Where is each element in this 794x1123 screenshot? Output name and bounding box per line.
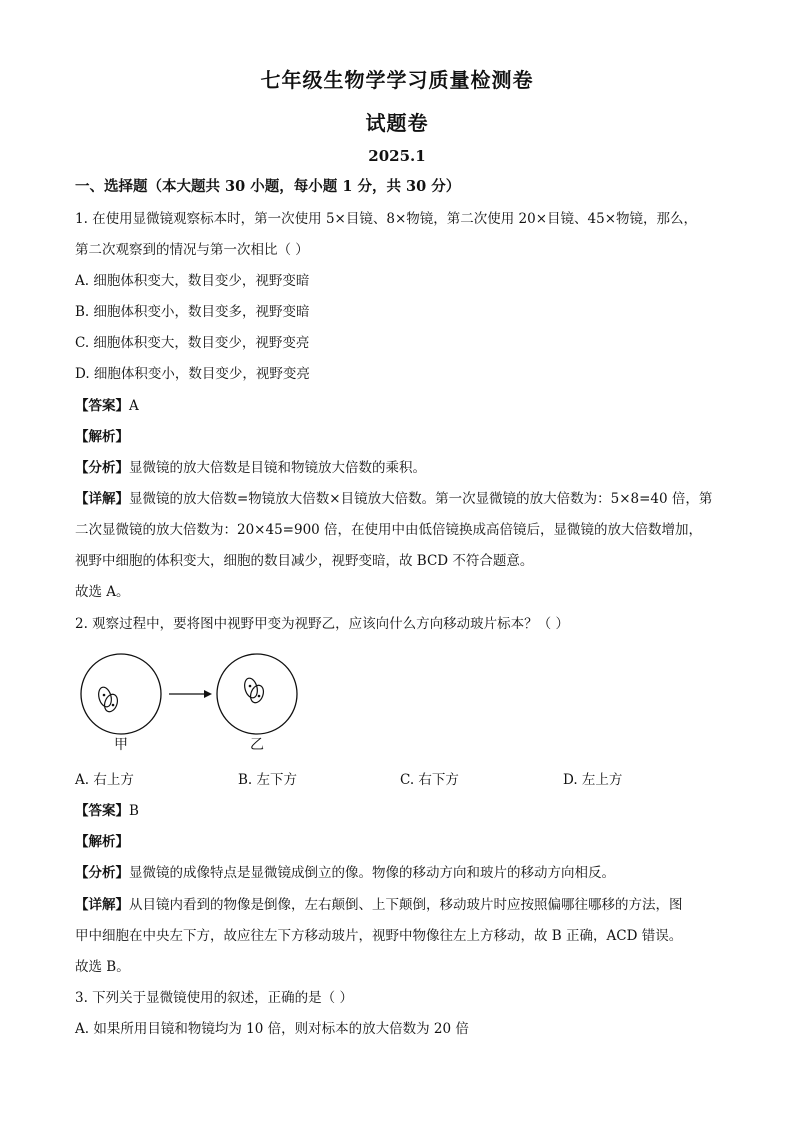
q1-fenxi [75,458,426,478]
field-yi-label: 乙 [250,737,264,753]
q1-answer [75,396,139,416]
q1-option-b: B. 细胞体积变小，数目变多，视野变暗 [75,304,310,320]
section-heading: 一、选择题（本大题共 30 小题，每小题 1 分，共 30 分） [75,178,461,195]
q2-option-a: A. 右上方 [75,772,134,788]
fenxi-tag: 【分析】 [75,460,129,476]
q2-option-d: D. 左上方 [563,772,623,788]
q2-answer [75,801,139,821]
q2-option-c: C. 右下方 [400,772,459,788]
q1-xiangjie-line3: 视野中细胞的体积变大，细胞的数目减少，视野变暗，故 BCD 不符合题意。 [75,553,534,569]
cell-yi [243,677,266,705]
fenxi-text: 显微镜的成像特点是显微镜成倒立的像。物像的移动方向和玻片的移动方向相反。 [129,865,615,881]
exam-date: 2025.1 [368,147,426,165]
microscope-field-figure [80,650,320,760]
q1-analysis [75,427,129,447]
q2-option-b: B. 左下方 [238,772,298,788]
fenxi-tag: 【分析】 [75,865,129,881]
q1-option-d: D. 细胞体积变小，数目变少，视野变亮 [75,366,310,382]
xiangjie-text: 显微镜的放大倍数=物镜放大倍数×目镜放大倍数。第一次显微镜的放大倍数为：5×8=40 倍，第 [129,491,713,507]
analysis-tag: 【解析】 [75,429,129,445]
analysis-tag: 【解析】 [75,834,129,850]
q1-option-a: A. 细胞体积变大，数目变少，视野变暗 [75,273,310,289]
arrow-head [204,690,212,698]
q2-fenxi [75,863,615,883]
q2-stem: 2. 观察过程中，要将图中视野甲变为视野乙，应该向什么方向移动玻片标本？（ ） [75,616,569,632]
q1-conclusion: 故选 A。 [75,584,130,600]
field-jia-circle [81,654,161,734]
q3-option-a: A. 如果所用目镜和物镜均为 10 倍，则对标本的放大倍数为 20 倍 [75,1021,469,1037]
xiangjie-tag: 【详解】 [75,897,129,913]
answer-value: B [129,803,139,819]
answer-value: A [129,398,139,414]
answer-tag: 【答案】 [75,398,129,414]
fenxi-text: 显微镜的放大倍数是目镜和物镜放大倍数的乘积。 [129,460,426,476]
q3-stem: 3. 下列关于显微镜使用的叙述，正确的是（ ） [75,990,353,1006]
xiangjie-tag: 【详解】 [75,491,129,507]
q2-analysis [75,832,129,852]
answer-tag: 【答案】 [75,803,129,819]
page-title: 七年级生物学学习质量检测卷 [260,68,534,92]
field-jia-label: 甲 [114,737,128,753]
q1-xiangjie-line2: 二次显微镜的放大倍数为：20×45=900 倍，在使用中由低倍镜换成高倍镜后，显微镜的放大倍数增加， [75,522,703,538]
page-subtitle: 试题卷 [365,111,429,135]
q2-xiangjie-line2: 甲中细胞在中央左下方，故应往左下方移动玻片，视野中物像往左上方移动，故 B 正确，ACD 错误。 [75,928,683,944]
cell-jia [97,686,120,714]
q2-xiangjie-line1 [75,895,683,915]
q1-stem-line2: 第二次观察到的情况与第一次相比（ ） [75,242,309,258]
q1-stem-line1: 1. 在使用显微镜观察标本时，第一次使用 5×目镜、8×物镜，第二次使用 20×目镜、45×物镜，那么， [75,211,698,227]
q1-xiangjie-line1 [75,489,712,509]
q2-conclusion: 故选 B。 [75,959,130,975]
xiangjie-text: 从目镜内看到的物像是倒像，左右颠倒、上下颠倒，移动玻片时应按照偏哪往哪移的方法，图 [129,897,683,913]
q1-option-c: C. 细胞体积变大，数目变少，视野变亮 [75,335,310,351]
